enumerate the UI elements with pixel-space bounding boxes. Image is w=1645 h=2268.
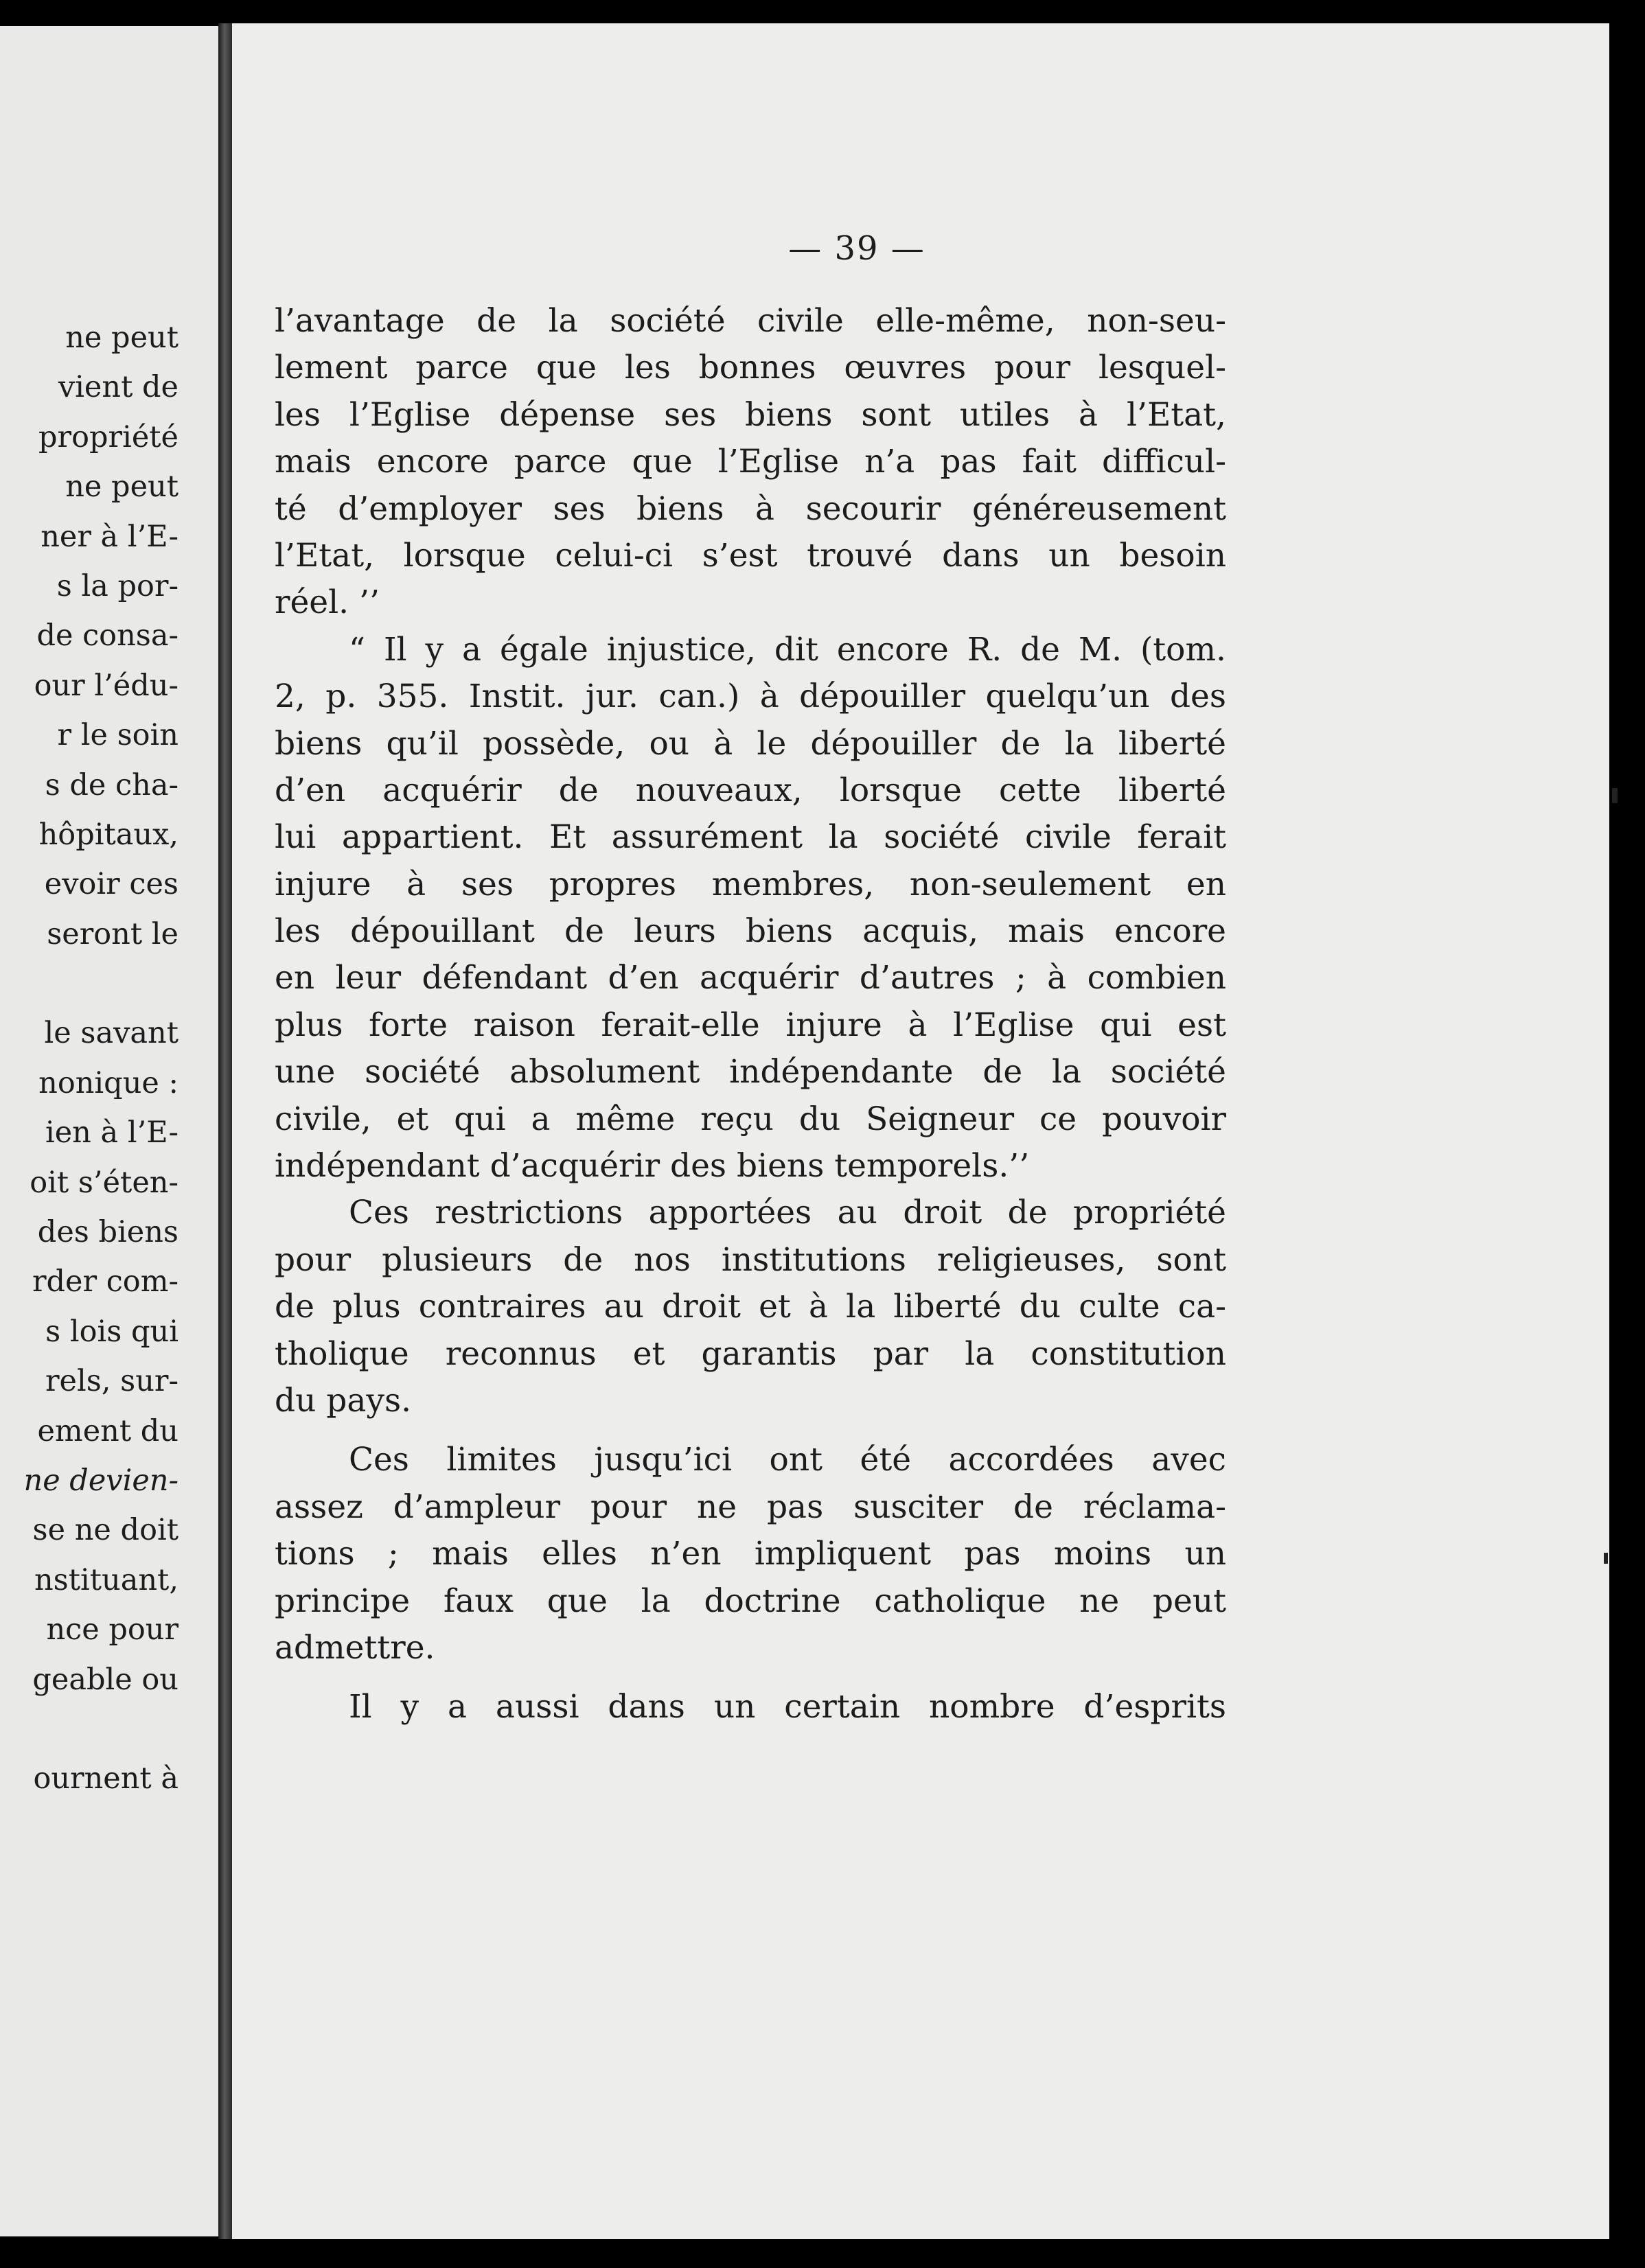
text-line: de plus contraires au droit et à la liberté du culte ca- [275, 1288, 1226, 1326]
text-line: d’en acquérir de nouveaux, lorsque cette liberté [275, 771, 1226, 809]
text-line: lui appartient. Et assurément la société civile ferait [275, 818, 1226, 857]
text-line: Ces limites jusqu’ici ont été accordées avec [349, 1441, 1226, 1479]
page-body-text [275, 298, 1226, 1731]
text-line: 2, p. 355. Instit. jur. can.) à dépouiller quelqu’un des [275, 678, 1226, 716]
left-page-line: rels, sur- [45, 1364, 179, 1399]
left-page-line: ne peut [65, 470, 179, 505]
right-page [232, 23, 1609, 2239]
text-line: principe faux que la doctrine catholique ne peut [275, 1582, 1226, 1620]
left-page-line: ement du [37, 1413, 179, 1448]
left-page-line: nonique : [38, 1065, 179, 1100]
left-page-line [24, 1704, 179, 1754]
text-line: tions ; mais elles n’en impliquent pas moins un [275, 1535, 1226, 1573]
text-line: biens qu’il possède, ou à le dépouiller de la liberté [275, 724, 1226, 763]
left-page-line: propriété [38, 419, 179, 454]
page-number: — 39 — [788, 229, 925, 268]
left-page-line: ien à l’E- [45, 1115, 179, 1150]
text-line: lement parce que les bonnes œuvres pour lesquel- [275, 349, 1226, 387]
left-page [0, 26, 218, 2236]
left-page-line: des biens [37, 1215, 179, 1250]
left-page-line: seront le [47, 916, 179, 951]
left-page-line: r le soin [57, 718, 179, 753]
left-page-line: rder com- [32, 1264, 179, 1299]
text-line: réel. ’’ [275, 583, 380, 622]
left-page-line: s la por- [56, 568, 179, 603]
left-page-line: ournent à [33, 1761, 179, 1796]
left-page-line: evoir ces [44, 867, 179, 902]
text-line: indépendant d’acquérir des biens temporels.’’ [275, 1147, 1030, 1185]
text-line: té d’employer ses biens à secourir généreusement [275, 489, 1226, 528]
left-page-line: ne devien- [23, 1463, 179, 1498]
text-line: tholique reconnus et garantis par la constitution [275, 1334, 1226, 1373]
text-line: en leur défendant d’en acquérir d’autres ; à combien [275, 959, 1226, 997]
text-line: l’avantage de la société civile elle-même, non-seu- [275, 302, 1226, 340]
left-page-line: oit s’éten- [30, 1165, 179, 1200]
left-page-line: ne peut [65, 321, 179, 355]
left-page-line: hôpitaux, [38, 817, 179, 852]
text-line: du pays. [275, 1381, 412, 1420]
text-line: pour plusieurs de nos institutions religieuses, sont [275, 1240, 1226, 1279]
text-line: les dépouillant de leurs biens acquis, mais encore [275, 912, 1226, 951]
left-page-line: our l’édu- [34, 668, 179, 703]
left-page-line [24, 959, 179, 1008]
text-line: injure à ses propres membres, non-seulement en [275, 865, 1226, 903]
left-page-line: s de cha- [45, 767, 179, 802]
left-page-text [24, 313, 179, 1804]
text-line: admettre. [275, 1628, 435, 1667]
left-page-line: nce pour [46, 1612, 179, 1647]
text-line: civile, et qui a même reçu du Seigneur ce pouvoir [275, 1100, 1226, 1138]
text-line: “ Il y a égale injustice, dit encore R. de M. (tom. [349, 630, 1226, 669]
left-page-line: s lois qui [45, 1314, 179, 1349]
left-page-line: geable ou [32, 1662, 179, 1697]
left-page-line: de consa- [36, 618, 179, 653]
text-line: Il y a aussi dans un certain nombre d’esprits [349, 1688, 1226, 1726]
text-line: assez d’ampleur pour ne pas susciter de réclama- [275, 1488, 1226, 1526]
text-line: mais encore parce que l’Eglise n’a pas fait difficul- [275, 443, 1226, 481]
left-page-line: ner à l’E- [41, 519, 179, 554]
text-line: Ces restrictions apportées au droit de propriété [349, 1194, 1226, 1232]
left-page-line: le savant [44, 1016, 179, 1051]
left-page-line: se ne doit [32, 1513, 179, 1548]
book-spine [218, 23, 232, 2239]
left-page-line: vient de [58, 370, 179, 405]
text-line: plus forte raison ferait-elle injure à l’Eglise qui est [275, 1006, 1226, 1044]
left-page-line: nstituant, [34, 1562, 179, 1597]
text-line: les l’Eglise dépense ses biens sont utiles à l’Etat, [275, 395, 1226, 434]
text-line: une société absolument indépendante de la société [275, 1053, 1226, 1091]
edge-mark [1604, 1553, 1608, 1564]
edge-mark [1612, 788, 1618, 803]
text-line: l’Etat, lorsque celui-ci s’est trouvé dans un besoin [275, 536, 1226, 575]
